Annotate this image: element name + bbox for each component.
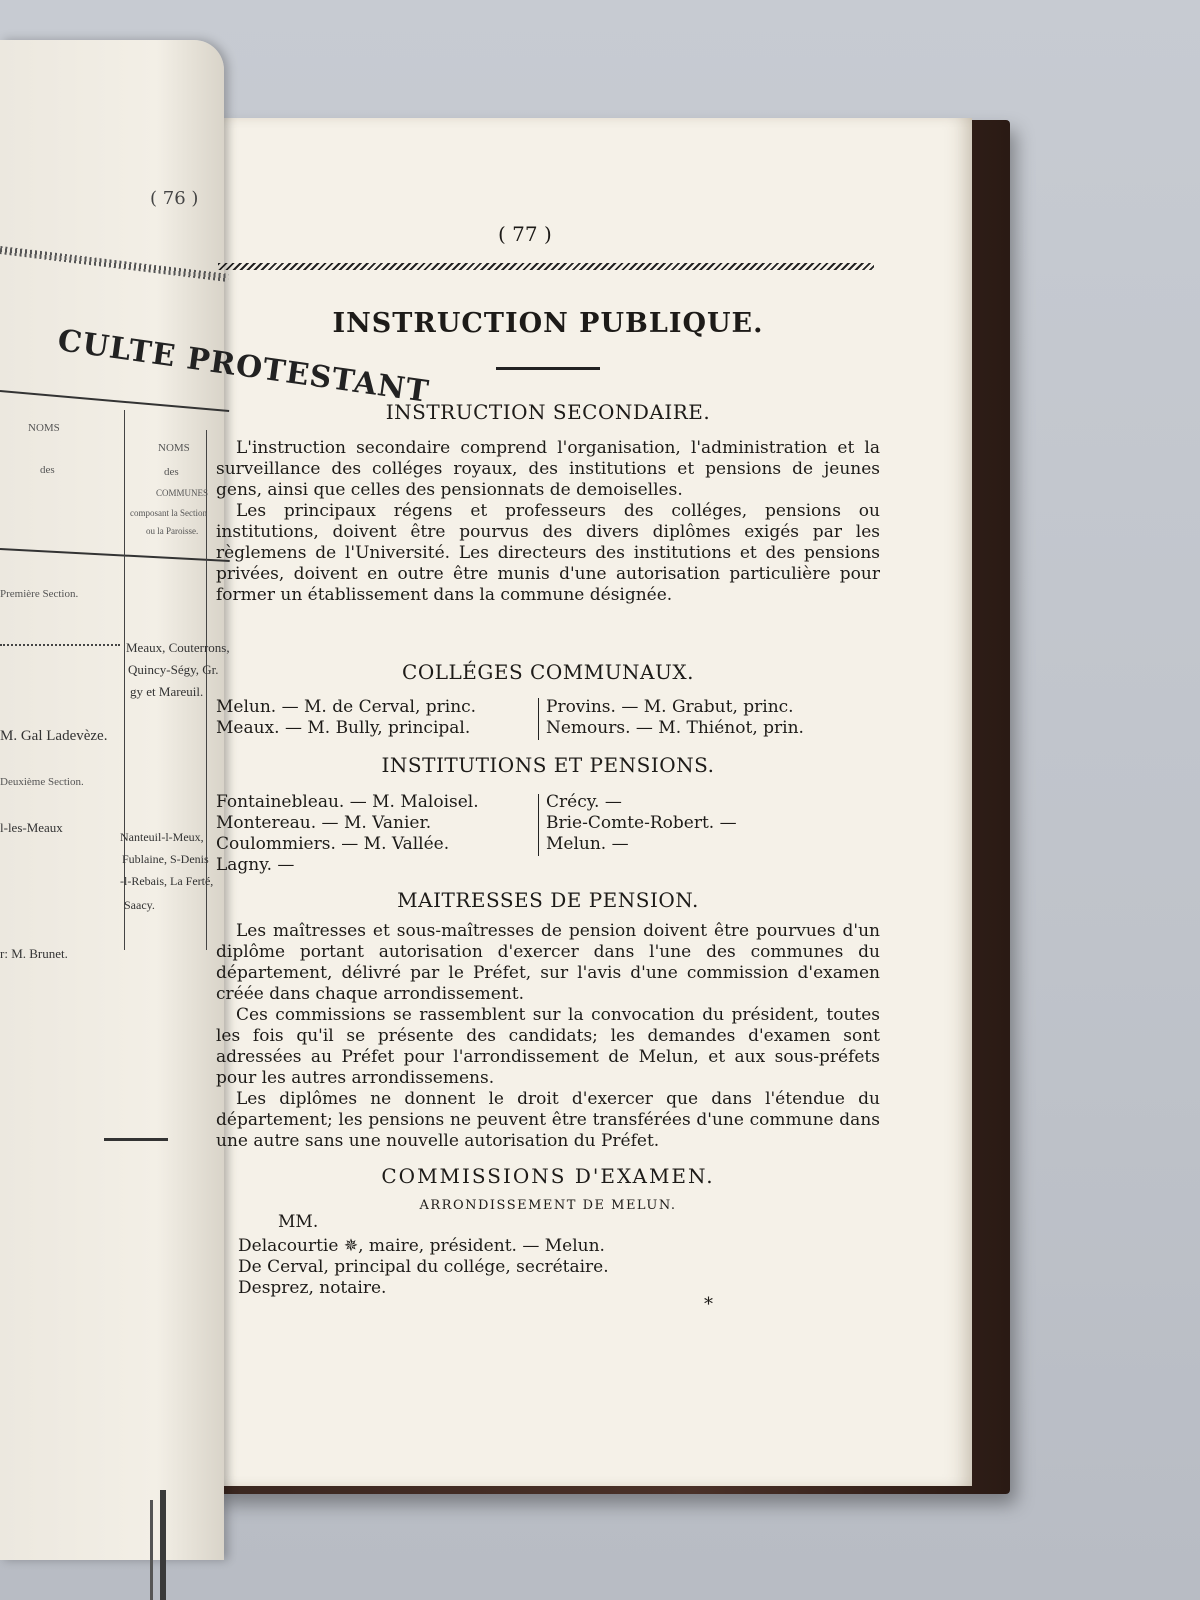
institution-entry: Melun. — [546,834,629,854]
left-column-line [124,410,125,950]
college-entry: Nemours. — M. Thiénot, prin. [546,718,804,738]
colleges-left-column [216,697,476,739]
left-fragment: Meaux, Couterrons, [126,640,230,655]
column-divider [538,794,539,856]
left-dash [104,1138,168,1141]
college-entry: Meaux. — M. Bully, principal. [216,718,471,738]
column-divider [538,698,539,740]
left-fragment: Fublaine, S-Denis [122,852,209,866]
left-header: des [164,466,179,478]
member-entry: Desprez, notaire. [238,1278,387,1298]
left-fragment: l-les-Meaux [0,820,63,835]
left-fragment: Première Section. [0,588,79,600]
left-page-number: ( 76 ) [150,188,199,209]
left-fragment: Deuxième Section. [0,776,84,788]
page-number: ( 77 ) [498,222,552,246]
section-heading: INSTRUCTION SECONDAIRE. [385,400,711,424]
institution-entry: Coulommiers. — M. Vallée. [216,834,450,854]
page-title: INSTRUCTION PUBLIQUE. [332,308,764,339]
paragraph: Les principaux régens et professeurs des colléges, pensions ou institutions, doivent être pourvus des divers diplômes exigés par les règlemens de l'Université. Les directeurs des institutions et des pensions privées, doivent en outre être munis d'une autorisation particulière pour former un établissement dans la commune désignée. [216,501,880,605]
section-heading: INSTITUTIONS ET PENSIONS. [381,753,715,777]
left-fragment: -l-Rebais, La Ferté, [120,874,214,888]
left-header: composant la Section [130,508,207,518]
left-header: NOMS [28,422,60,434]
institution-entry: Brie-Comte-Robert. — [546,813,737,833]
left-fragment: Quincy-Ségy, Gr. [128,662,219,677]
left-fragment: M. Gal Ladevèze. [0,728,108,744]
colleges-right-column [546,697,804,739]
left-fragment: Nanteuil-l-Meux, [120,830,204,844]
section-heading: COLLÉGES COMMUNAUX. [402,660,694,684]
left-header: COMMUNES [156,488,209,498]
institution-entry: Montereau. — M. Vanier. [216,813,432,833]
maitresses-text [216,921,880,1152]
left-fragment: Saacy. [124,898,155,912]
left-rule [0,548,230,562]
institutions-right-column [546,792,737,855]
institution-entry: Fontainebleau. — M. Maloisel. [216,792,479,812]
commission-members [238,1236,609,1299]
subheading: ARRONDISSEMENT DE MELUN. [419,1198,677,1213]
college-entry: Provins. — M. Grabut, princ. [546,697,794,717]
title-rule [496,367,600,370]
paragraph: L'instruction secondaire comprend l'organisation, l'administration et la surveillance des colléges royaux, des institutions et pensions de jeunes gens, ainsi que celles des pensionnats de demoiselles. [216,438,880,500]
left-fragment: r: M. Brunet. [0,946,68,961]
left-dots [0,644,120,646]
left-fragment: gy et Mareuil. [130,684,204,699]
section-heading: COMMISSIONS D'EXAMEN. [381,1164,715,1188]
college-entry: Melun. — M. de Cerval, princ. [216,697,477,717]
member-entry: Delacourtie ✵, maire, président. — Melun. [238,1236,605,1256]
left-header: des [40,464,55,476]
signature-mark: * [704,1294,713,1315]
bookmark-ribbon [150,1500,153,1600]
header-ornament [218,263,874,270]
bookmark-ribbon [160,1490,166,1600]
institution-entry: Crécy. — [546,792,622,812]
paragraph: Les diplômes ne donnent le droit d'exercer que dans l'étendue du département; les pensions ne peuvent être transférées d'une commune dans une autre sans une nouvelle autorisation du Préfet. [216,1089,880,1151]
institutions-left-column [216,792,479,876]
paragraph: Ces commissions se rassemblent sur la convocation du président, toutes les fois qu'il se présente des candidats; les demandes d'examen sont adressées au Préfet pour l'arrondissement de Melun, et aux sous-préfets pour les autres arrondissemens. [216,1005,880,1088]
left-header: NOMS [158,442,190,454]
left-rule [0,390,229,412]
left-page-title: CULTE PROTESTANT [55,323,432,410]
left-header: ou la Paroisse. [146,526,199,536]
member-entry: De Cerval, principal du collége, secrétaire. [238,1257,609,1277]
paragraph: Les maîtresses et sous-maîtresses de pension doivent être pourvues d'un diplôme portant autorisation d'exercer dans l'une des communes du département, délivré par le Préfet, sur l'avis d'une commission d'examen créée dans chaque arrondissement. [216,921,880,1004]
institution-entry: Lagny. — [216,855,295,875]
mm-label: MM. [278,1212,319,1232]
left-ornament [0,246,229,282]
secondary-text [216,438,880,606]
section-heading: MAITRESSES DE PENSION. [397,888,699,912]
